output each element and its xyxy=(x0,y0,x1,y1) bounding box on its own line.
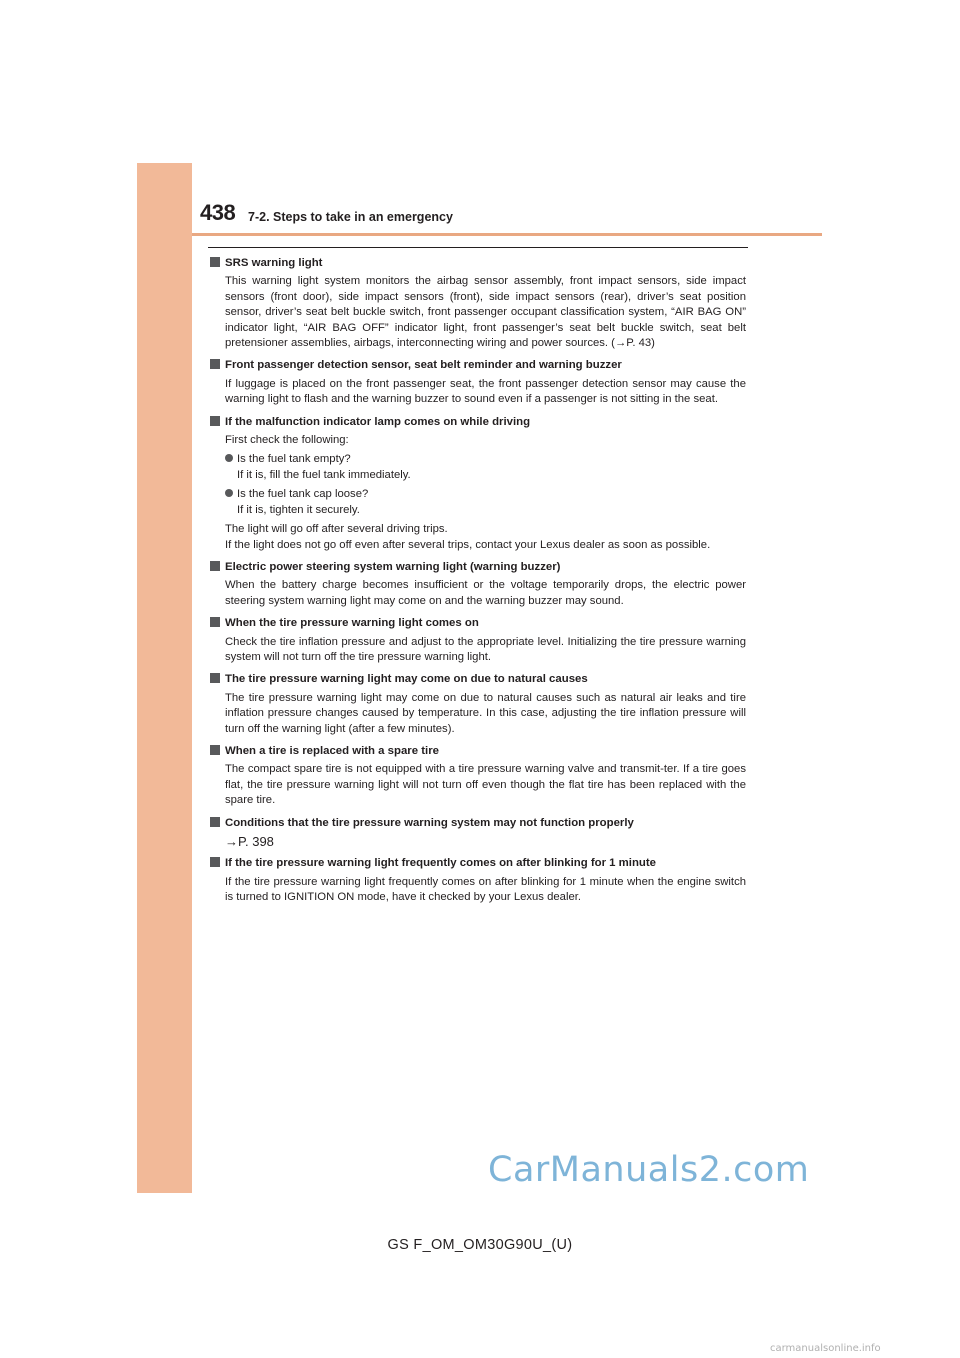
item-heading: When a tire is replaced with a spare tire xyxy=(225,744,439,757)
item-paragraph: If luggage is placed on the front passenger seat, the front passenger detection sensor may cause the warning light to flash and the warning buzzer to sound even if a passenger is not sitting in the seat. xyxy=(225,377,746,406)
round-bullet-icon xyxy=(225,454,233,462)
square-bullet-icon xyxy=(210,673,220,683)
item-paragraph: Check the tire inflation pressure and adjust to the appropriate level. Initializing the tire pressure warning system will not turn off the tire pressure warning light. xyxy=(225,635,746,663)
item-malfunction-lamp xyxy=(210,415,746,553)
document-code: GS F_OM_OM30G90U_(U) xyxy=(387,1237,573,1253)
bullet-question: Is the fuel tank cap loose? xyxy=(237,488,369,501)
section-title: 7-2. Steps to take in an emergency xyxy=(248,210,453,224)
item-heading: Electric power steering system warning light (warning buzzer) xyxy=(225,560,561,573)
header-rule xyxy=(192,233,822,236)
item-heading: Conditions that the tire pressure warning system may not function properly xyxy=(225,816,634,829)
page-reference: →P. 398 xyxy=(225,834,274,849)
page-number: 438 xyxy=(200,200,236,225)
item-srs-warning-light xyxy=(210,256,746,351)
content-top-rule xyxy=(208,247,748,248)
bullet-question: Is the fuel tank empty? xyxy=(237,453,351,466)
bullet-answer: If it is, tighten it securely. xyxy=(237,503,360,516)
bullet-answer: If it is, fill the fuel tank immediately. xyxy=(237,468,411,481)
item-heading: The tire pressure warning light may come on due to natural causes xyxy=(225,673,588,686)
item-paragraph: When the battery charge becomes insufficient or the voltage temporarily drops, the electric power steering system warning light may come on and the warning buzzer may sound. xyxy=(225,579,746,607)
item-heading: SRS warning light xyxy=(225,257,323,269)
item-heading: When the tire pressure warning light comes on xyxy=(225,617,479,630)
square-bullet-icon xyxy=(210,817,220,827)
item-paragraph: This warning light system monitors the airbag sensor assembly, front impact sensors, side impact sensors (front door), side impact sensors (front), side impact sensors (rear), driver’s seat position sensor, driver’s seat belt buckle switch, front passenger occupant classification system, “AIR BAG ON” indicator light, “AIR BAG OFF” indicator light, front passenger’s seat belt buckle switch, seat belt pretensioner assemblies, airbags, interconnecting wiring and power sources. (→P. 43) xyxy=(225,275,746,350)
square-bullet-icon xyxy=(210,745,220,755)
item-power-steering xyxy=(210,560,746,609)
round-bullet-icon xyxy=(225,489,233,497)
item-tire-pressure-on xyxy=(210,616,746,665)
watermark-logo: CarManuals2.com xyxy=(488,1150,810,1190)
item-passenger-detection xyxy=(210,358,746,407)
list-item xyxy=(225,452,746,483)
item-paragraph: The tire pressure warning light may come on due to natural causes such as natural air leaks and tire inflation pressure changes caused by temperature. In this case, adjusting the tire inflation pressure will turn off the warning light (after a few minutes). xyxy=(225,691,746,735)
square-bullet-icon xyxy=(210,359,220,369)
square-bullet-icon xyxy=(210,561,220,571)
list-item xyxy=(225,487,746,518)
square-bullet-icon xyxy=(210,857,220,867)
chapter-side-band xyxy=(137,163,192,1193)
square-bullet-icon xyxy=(210,416,220,426)
item-spare-tire xyxy=(210,744,746,809)
item-natural-causes xyxy=(210,672,746,737)
watermark-url: carmanualsonline.info xyxy=(770,1343,881,1354)
item-heading: Front passenger detection sensor, seat belt reminder and warning buzzer xyxy=(225,359,622,372)
item-conditions xyxy=(210,816,746,850)
item-frequent-blinking xyxy=(210,856,746,905)
square-bullet-icon xyxy=(210,617,220,627)
item-paragraph: If the tire pressure warning light frequently comes on after blinking for 1 minute when the engine switch is turned to IGNITION ON mode, have it checked by your Lexus dealer. xyxy=(225,875,746,904)
content-body xyxy=(210,256,746,913)
item-outro: If the light does not go off even after several trips, contact your Lexus dealer as soon as possible. xyxy=(225,538,711,551)
item-paragraph: The compact spare tire is not equipped with a tire pressure warning valve and transmit-ter. If a tire goes flat, the tire pressure warning light will not turn off even though the flat tire has been replaced with the spare tire. xyxy=(225,763,746,807)
item-outro: The light will go off after several driving trips. xyxy=(225,523,448,536)
item-intro: First check the following: xyxy=(225,434,349,447)
item-heading: If the tire pressure warning light frequently comes on after blinking for 1 minute xyxy=(225,857,657,870)
item-heading: If the malfunction indicator lamp comes on while driving xyxy=(225,415,531,428)
square-bullet-icon xyxy=(210,257,220,267)
